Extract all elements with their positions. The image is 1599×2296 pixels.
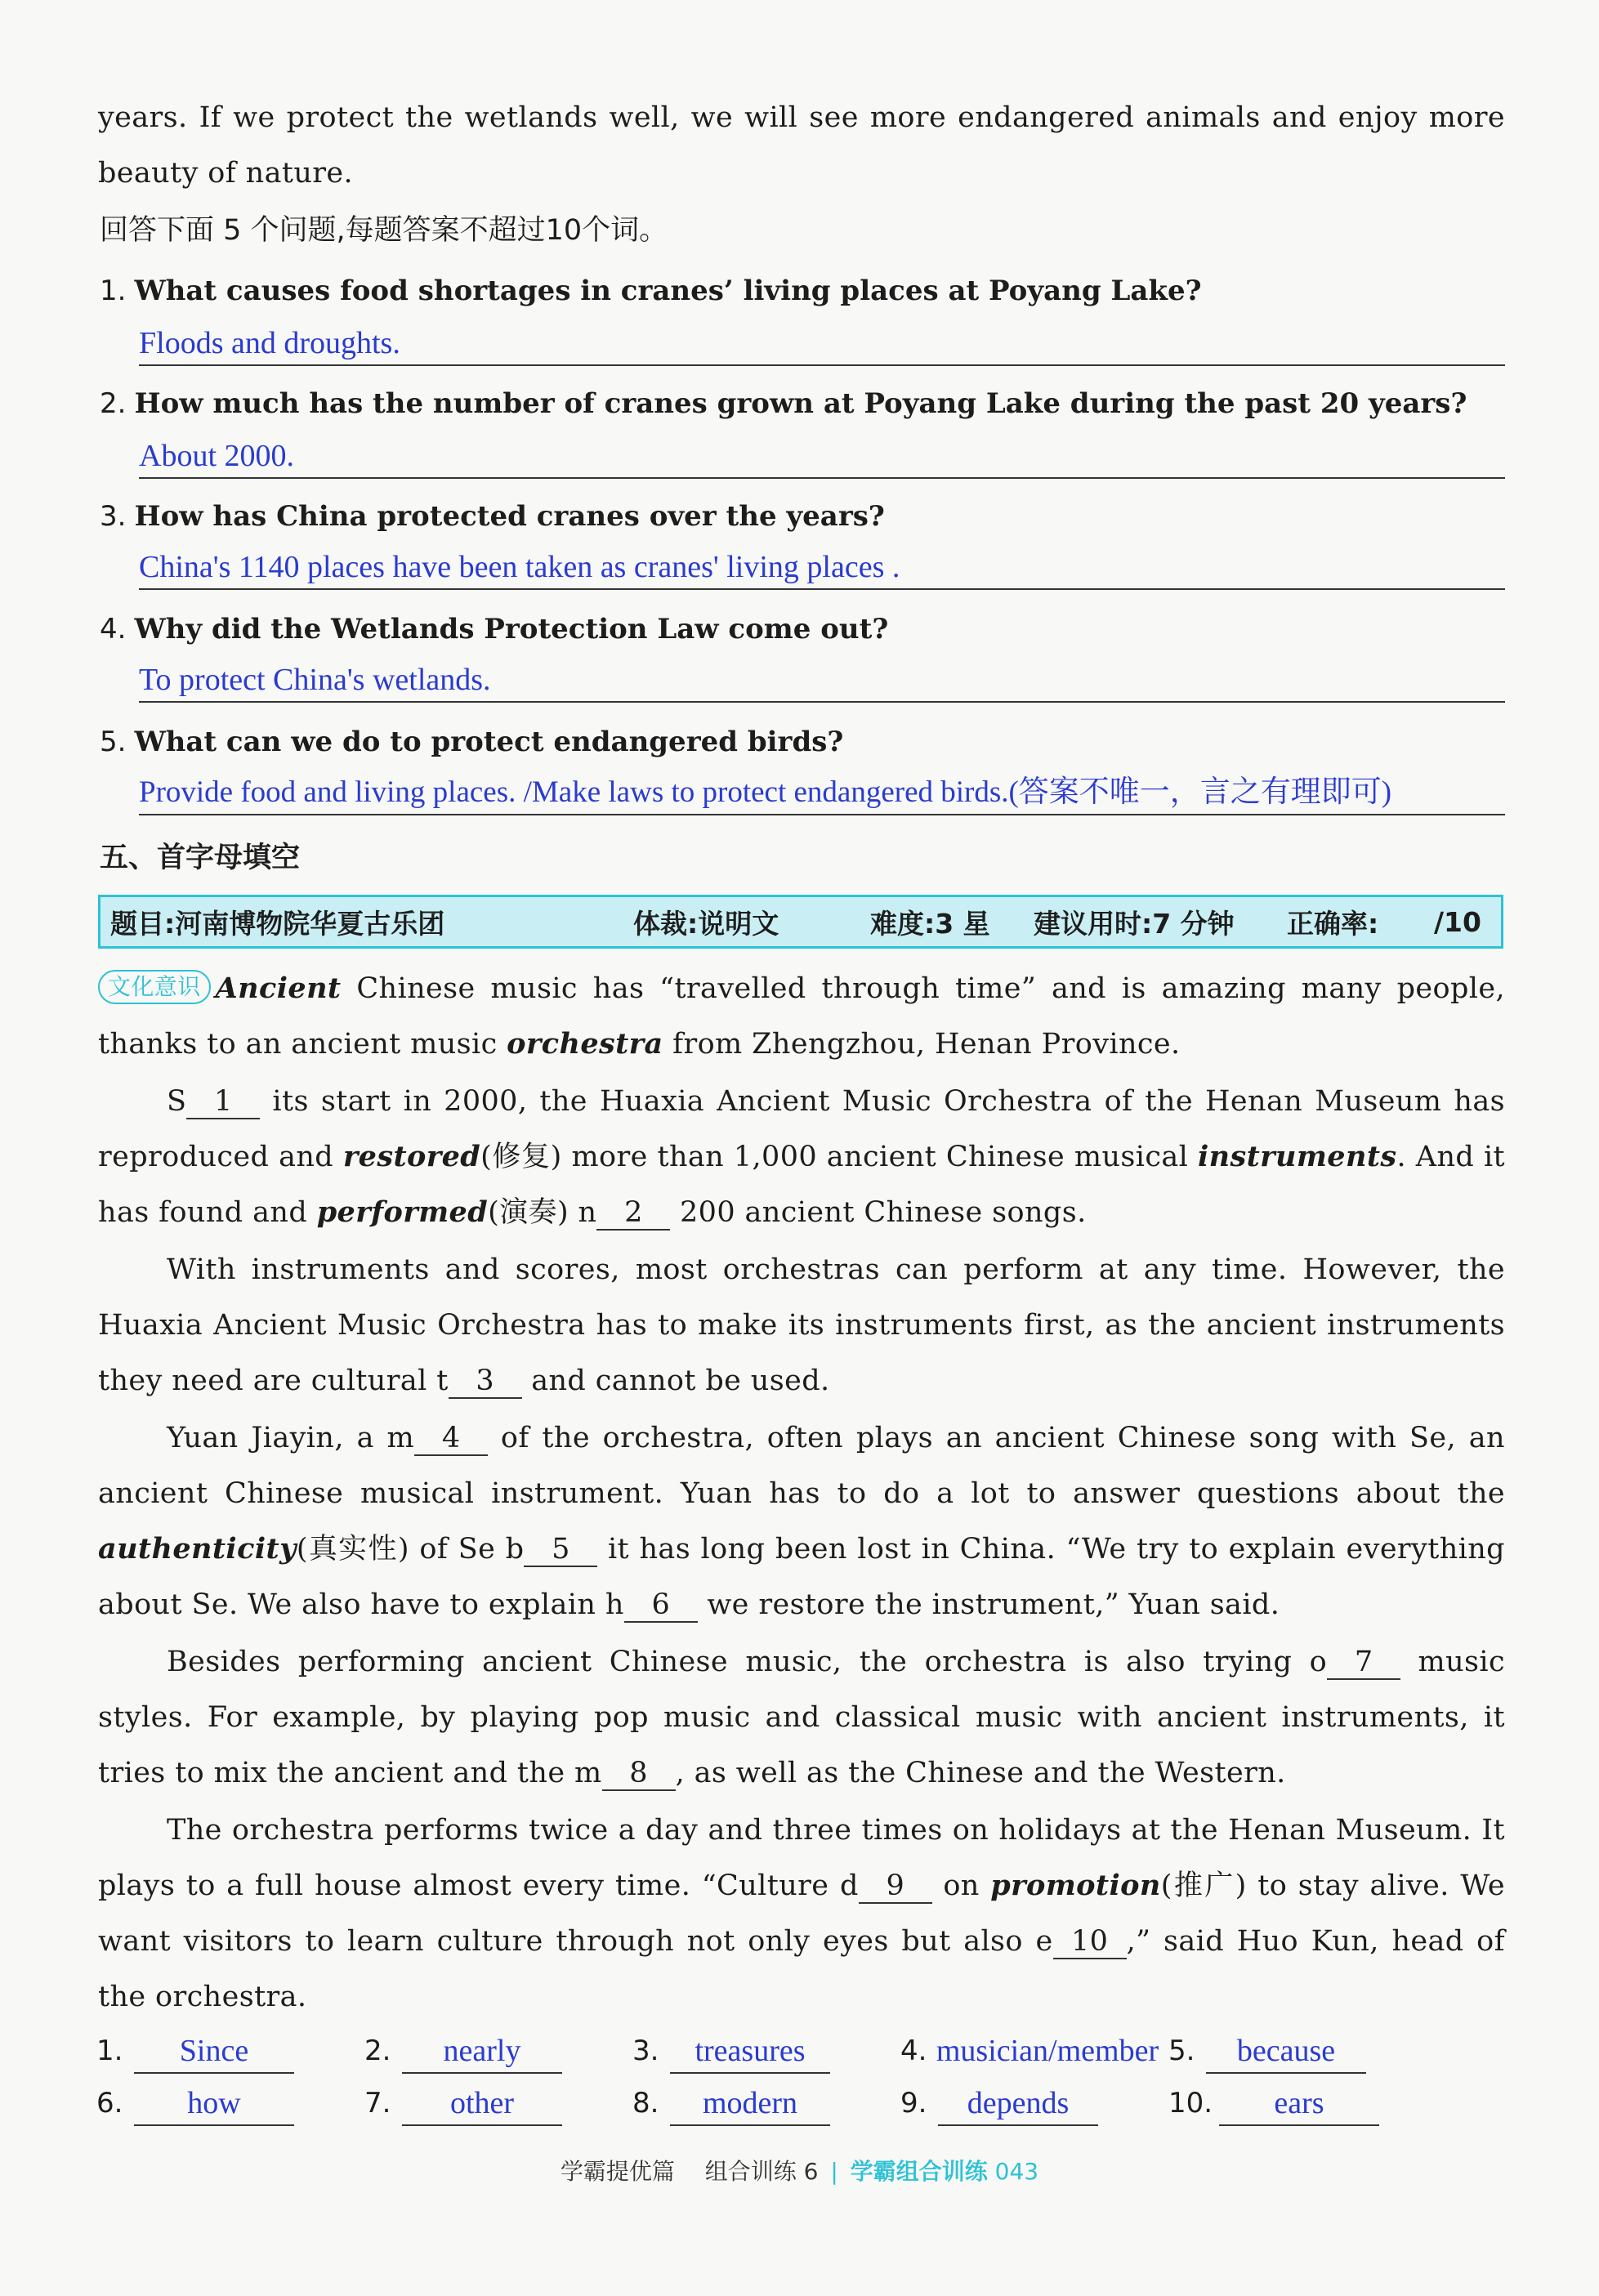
genre: 体裁:说明文 <box>633 907 779 940</box>
answer-number: 6. <box>96 2087 123 2120</box>
question-number: 1. <box>100 275 127 307</box>
page-footer <box>0 2154 1599 2187</box>
keyword: instruments <box>1197 1140 1397 1173</box>
text: (演奏) n <box>488 1196 597 1229</box>
answer-number: 2. <box>364 2035 391 2067</box>
text: With instruments and scores, most orchestras can perform at any time. However, the Huaxia Ancient Music Orchestra has to make its instruments first, as the ancient instruments they need are cultural t <box>98 1253 1505 1397</box>
answer-number: 3. <box>632 2035 659 2067</box>
answer-number: 10. <box>1168 2087 1213 2120</box>
footer-brand: 学霸组合训练 <box>850 2158 988 2185</box>
keyword: promotion <box>990 1869 1161 1902</box>
question-3 <box>100 498 1505 534</box>
footer-section: 学霸提优篇 <box>560 2158 675 2185</box>
answer-value: nearly <box>402 2026 562 2074</box>
answer-number: 4. <box>900 2035 927 2067</box>
answer-number: 9. <box>900 2087 927 2120</box>
question-text: How much has the number of cranes grown at Poyang Lake during the past 20 years? <box>134 387 1467 420</box>
culture-tag: 文化意识 <box>98 970 211 1004</box>
answer-row-1 <box>96 2026 1510 2080</box>
answer-number: 5. <box>1168 2035 1195 2067</box>
question-5 <box>100 724 1505 760</box>
answer-number: 8. <box>632 2087 659 2120</box>
text: (推广) to stay alive. We want visitors to learn culture through not only eyes but also e <box>98 1869 1505 1958</box>
blank-3: 3 <box>449 1365 522 1399</box>
text: music styles. For example, by playing pop music and classical music with ancient instruments, it tries to mix the ancient and the m <box>98 1646 1505 1789</box>
text: its start in 2000, the Huaxia Ancient Music Orchestra of the Henan Museum has reproduced and <box>98 1085 1505 1173</box>
instructions: 回答下面 5 个问题,每题答案不超过10个词。 <box>100 214 668 247</box>
text: . And it has found and <box>98 1141 1505 1229</box>
blank-4: 4 <box>414 1422 488 1456</box>
question-number: 2. <box>100 387 127 420</box>
text: we restore the instrument,” Yuan said. <box>697 1588 1280 1621</box>
passage-paragraph-5 <box>98 1634 1505 1801</box>
intro-paragraph: years. If we protect the wetlands well, we will see more endangered animals and enjoy more beauty of nature. <box>98 101 1505 190</box>
text: , as well as the Chinese and the Western. <box>675 1757 1286 1789</box>
answer-value: other <box>402 2079 562 2126</box>
keyword: Ancient <box>215 972 342 1005</box>
text: and cannot be used. <box>521 1365 830 1397</box>
question-text: What can we do to protect endangered birds? <box>134 726 844 758</box>
text: ,” said Huo Kun, head of the orchestra. <box>98 1925 1506 2013</box>
question-text: Why did the Wetlands Protection Law come out? <box>134 613 889 645</box>
question-1 <box>100 273 1505 309</box>
passage-paragraph-2 <box>98 1074 1505 1240</box>
blank-7: 7 <box>1327 1646 1400 1680</box>
answer-value: treasures <box>670 2026 830 2074</box>
answer-value: Since <box>134 2026 294 2074</box>
text: 200 ancient Chinese songs. <box>670 1196 1087 1229</box>
answer-line-2: About 2000. <box>139 435 1505 479</box>
passage-paragraph-4 <box>98 1410 1505 1633</box>
blank-2: 2 <box>596 1196 670 1231</box>
keyword: authenticity <box>98 1532 297 1566</box>
blank-8: 8 <box>602 1757 676 1791</box>
answer-line-3: China's 1140 places have been taken as cranes' living places . <box>139 546 1505 590</box>
text: Chinese music has “travelled through time” and is amazing many people, thanks to an ancient music <box>98 972 1505 1061</box>
answer-row-2 <box>96 2079 1510 2133</box>
answer-value: musician/member <box>936 2034 1159 2068</box>
blank-10: 10 <box>1053 1925 1127 1959</box>
passage-paragraph-3 <box>98 1242 1505 1409</box>
answer-value: ears <box>1219 2079 1379 2126</box>
blank-1: 1 <box>186 1085 260 1119</box>
text: S <box>167 1085 187 1118</box>
footer-divider: | <box>830 2158 838 2185</box>
answer-number: 7. <box>364 2087 391 2120</box>
question-number: 5. <box>100 726 127 758</box>
blank-6: 6 <box>624 1588 698 1623</box>
exercise-info-bar <box>98 895 1503 949</box>
text: (真实性) of Se b <box>296 1533 525 1566</box>
score: /10 <box>1434 905 1481 938</box>
answer-value: depends <box>938 2079 1098 2126</box>
passage-paragraph-6 <box>98 1802 1505 2025</box>
text: The orchestra performs twice a day and three times on holidays at the Henan Museum. It plays to a full house almost every time. “Culture d <box>98 1814 1505 1902</box>
blank-5: 5 <box>524 1533 597 1567</box>
question-number: 4. <box>100 613 127 645</box>
question-number: 3. <box>100 500 127 533</box>
question-2 <box>100 386 1505 422</box>
answer-line-5: Provide food and living places. /Make laws to protect endangered birds.(答案不唯一，言之有理即可) <box>139 771 1505 815</box>
topic: 题目:河南博物院华夏古乐团 <box>110 907 445 940</box>
answer-number: 1. <box>96 2035 123 2067</box>
text: Yuan Jiayin, a m <box>167 1422 415 1454</box>
keyword: restored <box>342 1140 481 1173</box>
difficulty: 难度:3 星 <box>870 907 990 940</box>
answer-value: how <box>134 2079 294 2126</box>
question-4 <box>100 611 1505 647</box>
footer-unit: 组合训练 6 <box>704 2158 819 2185</box>
accuracy-label: 正确率: <box>1287 907 1379 940</box>
answer-value: because <box>1206 2026 1366 2074</box>
text: (修复) more than 1,000 ancient Chinese musical <box>480 1141 1198 1173</box>
answer-line-4: To protect China's wetlands. <box>139 659 1505 703</box>
answer-value: modern <box>670 2079 830 2126</box>
question-text: What causes food shortages in cranes’ living places at Poyang Lake? <box>134 275 1202 307</box>
text: from Zhengzhou, Henan Province. <box>663 1028 1181 1061</box>
suggested-time: 建议用时:7 分钟 <box>1034 907 1235 940</box>
text: it has long been lost in China. “We try to explain everything about Se. We also have to explain h <box>98 1533 1505 1621</box>
blank-9: 9 <box>859 1869 932 1904</box>
page-number: 043 <box>994 2158 1039 2185</box>
text: Besides performing ancient Chinese music, the orchestra is also trying o <box>167 1646 1328 1678</box>
keyword: orchestra <box>507 1027 663 1061</box>
question-text: How has China protected cranes over the years? <box>134 500 885 533</box>
keyword: performed <box>316 1195 489 1229</box>
passage-paragraph-1 <box>98 961 1505 1072</box>
text: of the orchestra, often plays an ancient Chinese song with Se, an ancient Chinese musical instrument. Yuan has to do a lot to answer questions about the <box>98 1422 1505 1510</box>
text: on <box>931 1869 991 1902</box>
section-heading: 五、首字母填空 <box>100 842 301 874</box>
answer-line-1: Floods and droughts. <box>139 322 1505 366</box>
